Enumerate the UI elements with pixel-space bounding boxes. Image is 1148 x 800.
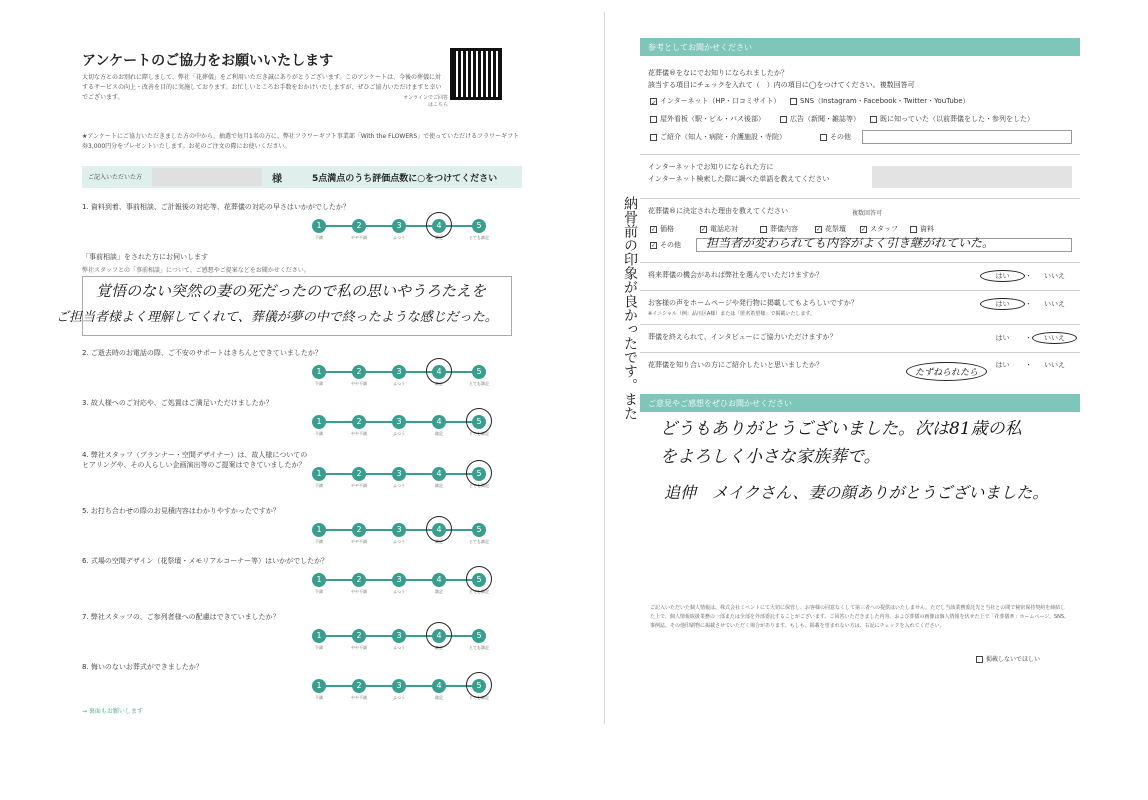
opt-referral[interactable]: ご紹介（知人・病院・介護施設・寺院） (650, 132, 786, 142)
rating-option-2[interactable]: 2 (352, 467, 366, 481)
rating-option-1[interactable]: 1 (312, 415, 326, 429)
side-handwriting: 納骨前の印象が良かったです。また (622, 196, 638, 420)
checkbox-icon[interactable] (910, 226, 917, 233)
rating-label: やや不満 (351, 539, 367, 544)
checkbox-checked-icon[interactable]: ✓ (861, 225, 867, 233)
qr-note: オンラインでご回答はこちら (403, 95, 448, 108)
rule (640, 262, 1080, 263)
rating-option-3[interactable]: 3 (392, 219, 406, 233)
yn-q1: 将来葬儀の機会があれば弊社を選んでいただけますか？ (648, 271, 823, 279)
rule (640, 324, 1080, 325)
reason-option[interactable]: 葬儀内容 (760, 224, 798, 234)
rating-option-5[interactable]: 5 (472, 219, 486, 233)
rating-option-2[interactable]: 2 (352, 523, 366, 537)
rating-option-4[interactable]: 4 (432, 467, 446, 481)
sama-suffix: 様 (272, 174, 282, 185)
opt-signboard[interactable]: 屋外看板（駅・ビル・バス後部） (650, 114, 765, 124)
rating-label: 満足 (435, 539, 443, 544)
rating-label: とても満足 (469, 695, 489, 700)
thoughts-handwriting-3: 追伸 メイクさん、妻の顔ありがとうございました。 (664, 483, 1049, 502)
checkbox-icon[interactable] (976, 656, 983, 663)
selected-rating-circle (466, 672, 492, 698)
know-hint: 該当する項目にチェックを入れて（ ）内の項目に◯をつけてください。複数回答可 (648, 81, 915, 89)
no-option[interactable]: いいえ (1032, 332, 1077, 344)
rating-option-1[interactable]: 1 (312, 573, 326, 587)
rating-option-5[interactable]: 5 (472, 629, 486, 643)
rating-label: やや不満 (351, 235, 367, 240)
checkbox-icon[interactable] (790, 98, 797, 105)
rating-option-5[interactable]: 5 (472, 573, 486, 587)
know-question: 花葬儀®をなにでお知りになられましたか？ (648, 69, 788, 77)
rating-label: やや不満 (351, 381, 367, 386)
rating-option-4[interactable]: 4 (432, 573, 446, 587)
rating-option-4[interactable]: 4 (432, 679, 446, 693)
rating-option-4[interactable]: 4 (432, 415, 446, 429)
reason-option[interactable]: ✓ 電話応対 (701, 225, 738, 233)
rating-option-2[interactable]: 2 (352, 219, 366, 233)
thoughts-header: ご意見やご感想をぜひお聞かせください (640, 394, 1080, 412)
checkbox-icon[interactable] (820, 134, 827, 141)
rating-label: 満足 (435, 695, 443, 700)
checkbox-checked-icon[interactable]: ✓ (701, 225, 707, 233)
rating-scale (312, 218, 492, 242)
rating-label: とても満足 (469, 431, 489, 436)
checkbox-icon[interactable] (870, 116, 877, 123)
rating-option-2[interactable]: 2 (352, 629, 366, 643)
rating-label: とても満足 (469, 483, 489, 488)
reason-handwriting: 担当者が変わられても内容がよく引き継がれていた。 (706, 236, 995, 250)
rating-option-3[interactable]: 3 (392, 523, 406, 537)
net-question: インターネットでお知りになられた方に (648, 163, 774, 171)
rating-label: 不満 (315, 235, 323, 240)
rating-scale (312, 678, 492, 702)
question-text: 2. ご逝去時のお電話の際、ご不安のサポートはきちんとできていましたか？ (82, 349, 322, 357)
survey-page-front (56, 18, 528, 718)
rating-label: 不満 (315, 645, 323, 650)
yn-q2-note: ※イニシャル（例：品川区A様）または「匿名希望様」で掲載いたします。 (648, 311, 815, 317)
rating-option-2[interactable]: 2 (352, 573, 366, 587)
qr-code-icon[interactable] (450, 48, 502, 100)
rule (640, 352, 1080, 353)
rating-label: 不満 (315, 695, 323, 700)
opt-internet[interactable]: ✓ インターネット（HP・口コミサイト） (651, 97, 781, 107)
reason-question: 花葬儀®に決定された理由を教えてください (648, 207, 788, 215)
rating-label: 満足 (435, 483, 443, 488)
rating-option-2[interactable]: 2 (352, 679, 366, 693)
rating-label: 満足 (435, 235, 443, 240)
question-text: 7. 弊社スタッフの、ご参列者様への配慮はできていましたか？ (82, 613, 280, 621)
redacted-name (152, 168, 262, 186)
checkbox-checked-icon[interactable]: ✓ (651, 225, 657, 233)
rating-label: 満足 (435, 645, 443, 650)
selected-rating-circle (426, 358, 452, 384)
question-text: 8. 悔いのないお葬式ができましたか？ (82, 663, 203, 671)
selected-rating-circle (466, 566, 492, 592)
rating-option-1[interactable]: 1 (312, 219, 326, 233)
rating-option-3[interactable]: 3 (392, 467, 406, 481)
no-option[interactable]: いいえ (1044, 272, 1065, 280)
rating-label: 満足 (435, 589, 443, 594)
privacy-note: ご記入いただいた個人情報は、株式会社ミベントにて大切に保管し、お客様の同意なくして第三者への提供はいたしません。ただし当該業務委託先と当社との間で秘密保持契約を締結した上で、個人情報取扱業務の一部または全部を外部委託することがございます。ご回答いただきました内容、および葬儀の画像は個人情報を伏せた上で「花葬儀®」ホームページ、SNS、事例誌、その他印刷物に掲載させていただく場合があります。もしも、掲載を望まれない方は、右記にチェックを入れてください。 (650, 605, 1070, 629)
rating-label: やや不満 (351, 483, 367, 488)
rating-option-5[interactable]: 5 (472, 415, 486, 429)
rating-option-1[interactable]: 1 (312, 523, 326, 537)
rating-option-2[interactable]: 2 (352, 415, 366, 429)
rating-label: やや不満 (351, 431, 367, 436)
rating-label: ふつう (393, 589, 405, 594)
rating-option-1[interactable]: 1 (312, 629, 326, 643)
checkbox-checked-icon[interactable]: ✓ (651, 98, 657, 107)
rating-option-3[interactable]: 3 (392, 573, 406, 587)
checkbox-icon[interactable] (760, 226, 767, 233)
question-text: 1. 資料到着、事前相談、ご計報後の対応等、花葬儀の対応の早さはいかがでしたか？ (82, 203, 350, 211)
consult-handwriting-1: 覚悟のない突然の妻の死だったので私の思いやうろたえを (96, 282, 487, 300)
yn-q4-answers: はい ・ いいえ (980, 360, 1077, 370)
rating-label: ふつう (393, 381, 405, 386)
thoughts-handwriting-1: どうもありがとうございました。次は81歳の私 (660, 419, 1022, 439)
rating-label: とても満足 (469, 235, 489, 240)
no-option[interactable]: いいえ (1044, 300, 1065, 308)
no-option[interactable]: いいえ (1044, 361, 1065, 369)
rating-label: とても満足 (469, 381, 489, 386)
rating-label: ふつう (393, 645, 405, 650)
yn-q2-answers: はい ・ いいえ (980, 298, 1077, 310)
selected-rating-circle (466, 408, 492, 434)
gift-note: ★アンケートにご協力いただきました方の中から、抽選で毎月1名の方に、弊社フラワーギフト事業部「With the FLOWERS」で使っていただけるフラワーギフト券3,000円分をプレゼントいたします。お花のご注文の際にお使いください。 (82, 133, 520, 150)
rating-label: ふつう (393, 483, 405, 488)
yn-q2: お客様の声をホームページや発行物に掲載してもよろしいですか？ (648, 299, 858, 307)
selected-rating-circle (426, 212, 452, 238)
yes-option[interactable]: はい (995, 334, 1010, 342)
consult-handwriting-2: ご担当者様よく理解してくれて、葬儀が夢の中で終ったような感じだった。 (56, 310, 498, 325)
rating-label: とても満足 (469, 539, 489, 544)
name-bar (82, 166, 522, 188)
rating-scale (312, 628, 492, 652)
rating-option-1[interactable]: 1 (312, 467, 326, 481)
yn-q1-answers: はい ・ いいえ (980, 270, 1077, 282)
reference-header: 参考としてお聞かせください (640, 38, 1080, 56)
checkbox-icon[interactable] (650, 116, 657, 123)
selected-rating-circle (466, 460, 492, 486)
yn-q4-handwriting: たずねられたら (906, 362, 987, 381)
no-publish-option[interactable]: 掲載しないでほしい (976, 654, 1040, 663)
rating-option-2[interactable]: 2 (352, 365, 366, 379)
reason-option[interactable]: ✓ スタッフ (861, 225, 898, 233)
rating-option-3[interactable]: 3 (392, 365, 406, 379)
rating-label: 不満 (315, 483, 323, 488)
page-title: アンケートのご協力をお願いいたします (82, 53, 334, 69)
question-text: 6. 式場の空間デザイン（花祭壇・メモリアルコーナー等）はいかがでしたか？ (82, 557, 329, 565)
rule (640, 290, 1080, 291)
rating-option-3[interactable]: 3 (392, 629, 406, 643)
question-text: 5. お打ち合わせの際のお見積内容はわかりやすかったですか？ (82, 507, 280, 515)
rating-label: やや不満 (351, 695, 367, 700)
rule (640, 198, 1080, 199)
question-text: 4. 弊社スタッフ（プランナー・空間デザイナー）は、故人様についてのヒアリングや、その人らしい企画演出等のご提案はできていましたか？ (82, 451, 308, 469)
consult-title: 「事前相談」をされた方にお伺いします (82, 253, 208, 261)
selected-rating-circle (426, 622, 452, 648)
rating-option-5[interactable]: 5 (472, 679, 486, 693)
consult-sub: 弊社スタッフとの「事前相談」について、ご感想やご提案などをお聞かせください。 (82, 267, 310, 274)
rating-label: 満足 (435, 431, 443, 436)
rating-scale (312, 466, 492, 490)
rating-label: とても満足 (469, 589, 489, 594)
name-label: ご記入いただいた方 (88, 174, 143, 181)
rating-scale (312, 364, 492, 388)
yn-q4: 花葬儀を知り合いの方にご紹介したいと思いましたか？ (648, 361, 823, 369)
rating-option-5[interactable]: 5 (472, 365, 486, 379)
net-question-2: インターネット検索した際に調べた単語を教えてください (648, 175, 830, 183)
rating-label: ふつう (393, 539, 405, 544)
rating-option-4[interactable]: 4 (432, 365, 446, 379)
rating-label: 不満 (315, 381, 323, 386)
opt-ad[interactable]: 広告（新聞・雑誌等） (780, 114, 860, 124)
other-input[interactable] (862, 130, 1072, 144)
scale-hint: 5点満点のうち評価点数に○をつけてください (312, 174, 498, 184)
rating-label: ふつう (393, 695, 405, 700)
rating-label: 不満 (315, 589, 323, 594)
checkbox-icon[interactable] (650, 134, 657, 141)
reason-option-other[interactable]: ✓ その他 (651, 241, 681, 249)
rating-label: 不満 (315, 539, 323, 544)
rating-option-4[interactable]: 4 (432, 629, 446, 643)
reason-option[interactable]: ✓ 価格 (651, 225, 674, 233)
rating-scale (312, 414, 492, 438)
rating-label: ふつう (393, 431, 405, 436)
rating-label: とても満足 (469, 645, 489, 650)
redacted-search-words (872, 166, 1072, 188)
yes-option[interactable]: はい (980, 270, 1025, 282)
yn-q3: 葬儀を終えられて、インタビューにご協力いただけますか？ (648, 333, 837, 341)
survey-page-back (640, 18, 1080, 698)
intro-text: 大切な方とのお別れに際しまして、弊社「花葬儀」をご利用いただき誠にありがとうございます。このアンケートは、今後の葬儀に対するサービスの向上・改善を目的に実施しております。お忙しいところお手数をおかけいたしますが、ぜひご協力いただけますと幸いでございます。 (82, 74, 442, 101)
yn-q3-answers: はい ・ いいえ (980, 332, 1077, 344)
reason-option[interactable]: 資料 (910, 224, 934, 234)
rating-option-4[interactable]: 4 (432, 219, 446, 233)
rating-scale (312, 572, 492, 596)
rating-option-1[interactable]: 1 (312, 365, 326, 379)
rating-option-1[interactable]: 1 (312, 679, 326, 693)
checkbox-icon[interactable] (780, 116, 787, 123)
thoughts-handwriting-2: をよろしく小さな家族葬で。 (660, 447, 881, 467)
rating-label: ふつう (393, 235, 405, 240)
rating-label: 満足 (435, 381, 443, 386)
rating-option-4[interactable]: 4 (432, 523, 446, 537)
reason-hint: 複数回答可 (852, 210, 883, 217)
yes-option[interactable]: はい (995, 361, 1010, 369)
rating-scale (312, 522, 492, 546)
selected-rating-circle (426, 516, 452, 542)
rating-label: やや不満 (351, 589, 367, 594)
rating-option-3[interactable]: 3 (392, 415, 406, 429)
checkbox-checked-icon[interactable]: ✓ (816, 225, 822, 233)
rating-option-3[interactable]: 3 (392, 679, 406, 693)
question-text: 3. 故人様へのご対応や、ご処置はご満足いただけましたか？ (82, 399, 273, 407)
opt-other[interactable]: その他 (820, 132, 851, 142)
back-page-note: → 裏面もお願いします (82, 708, 143, 715)
yes-option[interactable]: はい (980, 298, 1025, 310)
rule (640, 154, 1080, 155)
opt-known[interactable]: 既に知っていた（以前葬儀をした・参列をした） (870, 114, 1034, 124)
opt-sns[interactable]: SNS（Instagram・Facebook・Twitter・YouTube） (790, 96, 970, 106)
reason-option[interactable]: ✓ 花祭壇 (816, 225, 846, 233)
page-divider (604, 12, 605, 724)
checkbox-checked-icon[interactable]: ✓ (651, 241, 657, 249)
rating-option-5[interactable]: 5 (472, 467, 486, 481)
rating-label: 不満 (315, 431, 323, 436)
rating-option-5[interactable]: 5 (472, 523, 486, 537)
rating-label: やや不満 (351, 645, 367, 650)
